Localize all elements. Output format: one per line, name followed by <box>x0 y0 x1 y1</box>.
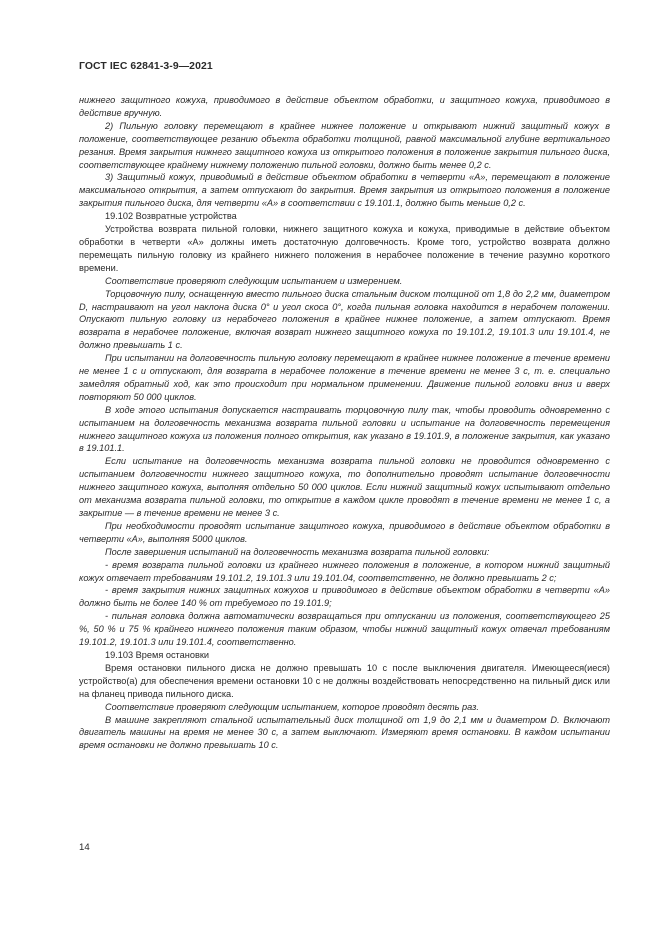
section-heading: 19.102 Возвратные устройства <box>105 211 237 222</box>
paragraph: После завершения испытаний на долговечность механизма возврата пильной головки: <box>105 546 490 557</box>
paragraph: Время остановки пильного диска не должно превышать 10 с после выключения двигателя. Имеющееся(иеся) устройство(а) для обеспечения времени остановки 10 с не должны воздействовать непосредственно на пильный диск или на фланец привода пильного диска. <box>79 662 610 699</box>
document-header: ГОСТ IEC 62841-3-9—2021 <box>79 61 213 72</box>
document-body <box>79 94 610 752</box>
paragraph: 3) Защитный кожух, приводимый в действие объектом обработки в четверти «А», перемещают в положение максимального открытия, а затем отпускают до закрытия. Время закрытия из открытого положения в положение закрытия пильного диска, для четверти «А» в соответствии с 19.101.1, должно быть меньше 0,2 с. <box>79 172 610 209</box>
paragraph: Торцовочную пилу, оснащенную вместо пильного диска стальным диском толщиной от 1,8 до 2,2 мм, диаметром D, настраивают на угол наклона диска 0° и угол скоса 0°, когда пильная головка находится в нерабочем положении. Опускают пильную головку из нерабочего положения в крайнее нижнее положение, а затем отпускают. Время возврата в нерабочее положение, включая возврат нижнего защитного кожуха по 19.101.2, 19.101.3 или 19.101.4, не должно превышать 1 с. <box>79 288 610 351</box>
paragraph: 2) Пильную головку перемещают в крайнее нижнее положение и открывают нижний защитный кожух в положение, соответствующее резанию объекта обработки толщиной, равной максимальной глубине вертикального резания. Время закрытия нижнего защитного кожуха из открытого положения в положение закрытия пильного диска, соответствующее крайнему нижнему положению пильной головки, должно быть менее 0,2 с. <box>79 120 610 170</box>
section-heading: 19.103 Время остановки <box>105 649 209 660</box>
list-item: - пильная головка должна автоматически возвращаться при отпускании из положения, соответствующего 25 %, 50 % и 75 % крайнего нижнего положения таким образом, чтобы нижний защитный кожух отвечал требованиям 19.101.2, 19.101.3 или 19.101.4, соответственно. <box>79 611 610 648</box>
paragraph: нижнего защитного кожуха, приводимого в действие объектом обработки, и защитного кожуха, приводимого в действие вручную. <box>79 95 610 118</box>
list-item: - время закрытия нижних защитных кожухов и приводимого в действие объектом обработки в четверти «А» должно быть не более 140 % от требуемого по 19.101.9; <box>79 585 610 609</box>
paragraph: В машине закрепляют стальной испытательный диск толщиной от 1,9 до 2,1 мм и диаметром D. Включают двигатель машины на время не менее 30 с, а затем выключают. Измеряют время остановки. В каждом испытании время остановки не должно превышать 10 с. <box>79 714 610 751</box>
paragraph: При испытании на долговечность пильную головку перемещают в крайнее нижнее положение в течение времени не менее 1 с и отпускают, для возврата в нерабочее положение в течение времени не менее 3 с, т. е. специально замедляя обратный ход, как это происходит при нормальном применении. Движение пильной головки вниз и вверх повторяют 50 000 циклов. <box>79 353 610 402</box>
paragraph: В ходе этого испытания допускается настраивать торцовочную пилу так, чтобы проводить одновременно с испытанием на долговечность механизма возврата пильной головки и испытание на долговечность перемещения нижнего защитного кожуха из положения полного открытия, как указано в 19.101.9, в положение закрытия, как указано в 19.101.1. <box>79 404 610 454</box>
list-item: - время возврата пильной головки из крайнего нижнего положения в положение, в котором нижний защитный кожух отвечает требованиям 19.101.2, 19.101.3 или 19.101.04, соответственно, не должно превышать 2 с; <box>79 559 610 583</box>
page-number: 14 <box>79 842 90 853</box>
paragraph: Если испытание на долговечность механизма возврата пильной головки не проводится одновременно с испытанием долговечности нижнего защитного кожуха, то дополнительно проводят испытание долговечности нижнего защитного кожуха, выполняя отдельно 50 000 циклов. Если нижний защитный кожух испытывают отдельно от механизма возврата пильной головки, то открытие в каждом цикле проводят в течение времени не менее 1 с, а закрытие — в течение времени не менее 3 с. <box>79 456 610 518</box>
paragraph: Устройства возврата пильной головки, нижнего защитного кожуха и кожуха, приводимые в действие объектом обработки в четверти «А» должны иметь достаточную долговечность. Кроме того, устройство возврата должно перемещать пильную головку из крайнего нижнего положения в нерабочее положение в течение разумно короткого времени. <box>79 224 610 273</box>
paragraph: При необходимости проводят испытание защитного кожуха, приводимого в действие объектом обработки в четверти «А», выполняя 5000 циклов. <box>79 520 610 544</box>
paragraph: Соответствие проверяют следующим испытанием, которое проводят десять раз. <box>105 701 479 712</box>
paragraph: Соответствие проверяют следующим испытанием и измерением. <box>105 275 403 286</box>
